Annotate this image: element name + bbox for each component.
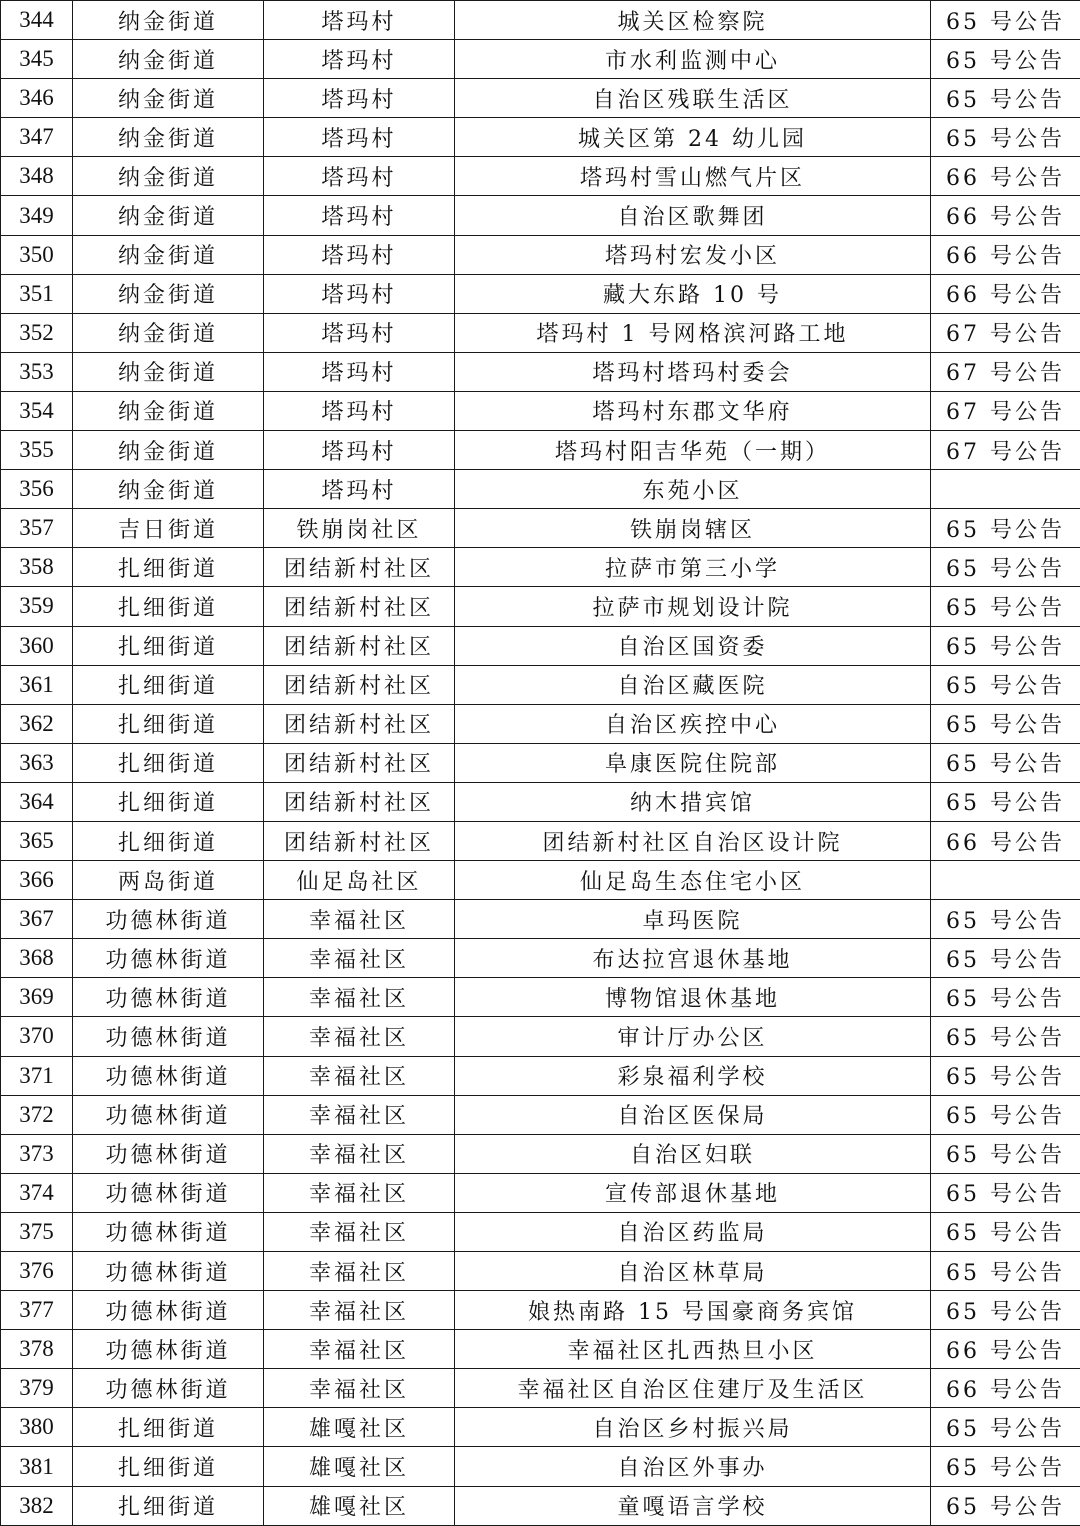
- street-cell: 纳金街道: [73, 79, 264, 118]
- community-cell: 团结新村社区: [264, 626, 455, 665]
- row-number-cell: 372: [1, 1095, 73, 1134]
- place-cell: 藏大东路 10 号: [455, 274, 931, 313]
- place-cell: 幸福社区扎西热旦小区: [455, 1330, 931, 1369]
- street-cell: 功德林街道: [73, 1173, 264, 1212]
- community-cell: 塔玛村: [264, 40, 455, 79]
- community-cell: 塔玛村: [264, 470, 455, 509]
- place-cell: 自治区妇联: [455, 1134, 931, 1173]
- notice-cell: [931, 470, 1080, 509]
- place-cell: 娘热南路 15 号国豪商务宾馆: [455, 1291, 931, 1330]
- row-number-cell: 350: [1, 235, 73, 274]
- row-number-cell: 357: [1, 509, 73, 548]
- community-cell: 幸福社区: [264, 1252, 455, 1291]
- row-number-cell: 355: [1, 431, 73, 470]
- table-row: [1, 157, 1080, 196]
- table-row: [1, 1369, 1080, 1408]
- street-cell: 功德林街道: [73, 1056, 264, 1095]
- street-cell: 纳金街道: [73, 352, 264, 391]
- row-number-cell: 367: [1, 900, 73, 939]
- place-cell: 自治区国资委: [455, 626, 931, 665]
- table-row: [1, 118, 1080, 157]
- community-cell: 塔玛村: [264, 118, 455, 157]
- notice-cell: 65 号公告: [931, 939, 1080, 978]
- table-row: [1, 900, 1080, 939]
- notice-cell: 66 号公告: [931, 1330, 1080, 1369]
- place-cell: 团结新村社区自治区设计院: [455, 821, 931, 860]
- street-cell: 功德林街道: [73, 1017, 264, 1056]
- notice-cell: 67 号公告: [931, 391, 1080, 430]
- row-number-cell: 362: [1, 704, 73, 743]
- row-number-cell: 365: [1, 821, 73, 860]
- community-cell: 雄嘎社区: [264, 1447, 455, 1486]
- table-row: [1, 274, 1080, 313]
- place-cell: 自治区外事办: [455, 1447, 931, 1486]
- table-row: [1, 470, 1080, 509]
- street-cell: 两岛街道: [73, 861, 264, 900]
- place-cell: 卓玛医院: [455, 900, 931, 939]
- table-row: [1, 978, 1080, 1017]
- street-cell: 功德林街道: [73, 1252, 264, 1291]
- row-number-cell: 364: [1, 782, 73, 821]
- table-row: [1, 587, 1080, 626]
- street-cell: 功德林街道: [73, 1134, 264, 1173]
- community-cell: 塔玛村: [264, 235, 455, 274]
- row-number-cell: 356: [1, 470, 73, 509]
- place-cell: 自治区疾控中心: [455, 704, 931, 743]
- community-cell: 幸福社区: [264, 900, 455, 939]
- row-number-cell: 351: [1, 274, 73, 313]
- place-cell: 塔玛村阳吉华苑（一期）: [455, 431, 931, 470]
- street-cell: 扎细街道: [73, 1447, 264, 1486]
- place-cell: 博物馆退休基地: [455, 978, 931, 1017]
- street-cell: 扎细街道: [73, 626, 264, 665]
- place-cell: 阜康医院住院部: [455, 743, 931, 782]
- notice-cell: 65 号公告: [931, 1017, 1080, 1056]
- community-cell: 幸福社区: [264, 978, 455, 1017]
- notice-cell: 67 号公告: [931, 352, 1080, 391]
- place-cell: 仙足岛生态住宅小区: [455, 861, 931, 900]
- notice-cell: 65 号公告: [931, 978, 1080, 1017]
- table-row: [1, 704, 1080, 743]
- street-cell: 扎细街道: [73, 548, 264, 587]
- street-cell: 扎细街道: [73, 1408, 264, 1447]
- notice-cell: 66 号公告: [931, 1369, 1080, 1408]
- table-row: [1, 352, 1080, 391]
- table-row: [1, 1134, 1080, 1173]
- community-cell: 幸福社区: [264, 1212, 455, 1251]
- notice-cell: 65 号公告: [931, 1212, 1080, 1251]
- street-cell: 功德林街道: [73, 1212, 264, 1251]
- table-row: [1, 235, 1080, 274]
- community-cell: 雄嘎社区: [264, 1486, 455, 1525]
- table-row: [1, 313, 1080, 352]
- table-row: [1, 1486, 1080, 1525]
- notice-cell: 65 号公告: [931, 782, 1080, 821]
- street-cell: 扎细街道: [73, 782, 264, 821]
- street-cell: 功德林街道: [73, 1330, 264, 1369]
- street-cell: 功德林街道: [73, 1095, 264, 1134]
- place-cell: 自治区藏医院: [455, 665, 931, 704]
- notice-cell: 65 号公告: [931, 40, 1080, 79]
- street-cell: 功德林街道: [73, 978, 264, 1017]
- row-number-cell: 348: [1, 157, 73, 196]
- table-row: [1, 391, 1080, 430]
- community-cell: 团结新村社区: [264, 665, 455, 704]
- notice-cell: 65 号公告: [931, 1252, 1080, 1291]
- row-number-cell: 370: [1, 1017, 73, 1056]
- place-cell: 城关区第 24 幼儿园: [455, 118, 931, 157]
- street-cell: 扎细街道: [73, 704, 264, 743]
- table-row: [1, 1056, 1080, 1095]
- row-number-cell: 366: [1, 861, 73, 900]
- street-cell: 纳金街道: [73, 391, 264, 430]
- place-cell: 铁崩岗辖区: [455, 509, 931, 548]
- place-cell: 纳木措宾馆: [455, 782, 931, 821]
- notice-cell: 67 号公告: [931, 431, 1080, 470]
- street-cell: 纳金街道: [73, 196, 264, 235]
- row-number-cell: 376: [1, 1252, 73, 1291]
- place-cell: 自治区医保局: [455, 1095, 931, 1134]
- table-body: [1, 1, 1080, 1526]
- notice-cell: 65 号公告: [931, 587, 1080, 626]
- row-number-cell: 359: [1, 587, 73, 626]
- community-cell: 团结新村社区: [264, 548, 455, 587]
- street-cell: 纳金街道: [73, 40, 264, 79]
- community-cell: 幸福社区: [264, 1291, 455, 1330]
- street-cell: 纳金街道: [73, 313, 264, 352]
- row-number-cell: 363: [1, 743, 73, 782]
- community-cell: 幸福社区: [264, 939, 455, 978]
- community-cell: 塔玛村: [264, 352, 455, 391]
- community-cell: 仙足岛社区: [264, 861, 455, 900]
- table-row: [1, 196, 1080, 235]
- place-cell: 自治区残联生活区: [455, 79, 931, 118]
- community-cell: 塔玛村: [264, 431, 455, 470]
- table-row: [1, 79, 1080, 118]
- place-cell: 市水利监测中心: [455, 40, 931, 79]
- place-cell: 东苑小区: [455, 470, 931, 509]
- table-row: [1, 861, 1080, 900]
- community-cell: 幸福社区: [264, 1095, 455, 1134]
- street-cell: 扎细街道: [73, 743, 264, 782]
- community-cell: 幸福社区: [264, 1056, 455, 1095]
- community-cell: 幸福社区: [264, 1369, 455, 1408]
- row-number-cell: 361: [1, 665, 73, 704]
- community-cell: 幸福社区: [264, 1017, 455, 1056]
- place-cell: 童嘎语言学校: [455, 1486, 931, 1525]
- place-cell: 拉萨市规划设计院: [455, 587, 931, 626]
- notice-cell: 65 号公告: [931, 1408, 1080, 1447]
- notice-cell: 66 号公告: [931, 235, 1080, 274]
- street-cell: 功德林街道: [73, 1291, 264, 1330]
- place-cell: 自治区歌舞团: [455, 196, 931, 235]
- table-row: [1, 939, 1080, 978]
- place-cell: 塔玛村塔玛村委会: [455, 352, 931, 391]
- place-cell: 自治区药监局: [455, 1212, 931, 1251]
- place-cell: 自治区林草局: [455, 1252, 931, 1291]
- row-number-cell: 380: [1, 1408, 73, 1447]
- table-row: [1, 1173, 1080, 1212]
- street-cell: 纳金街道: [73, 431, 264, 470]
- street-cell: 功德林街道: [73, 1369, 264, 1408]
- community-cell: 塔玛村: [264, 1, 455, 40]
- notice-cell: 65 号公告: [931, 1486, 1080, 1525]
- community-cell: 幸福社区: [264, 1134, 455, 1173]
- community-cell: 幸福社区: [264, 1330, 455, 1369]
- place-cell: 城关区检察院: [455, 1, 931, 40]
- street-cell: 纳金街道: [73, 235, 264, 274]
- notice-cell: 65 号公告: [931, 704, 1080, 743]
- row-number-cell: 373: [1, 1134, 73, 1173]
- notice-cell: 65 号公告: [931, 665, 1080, 704]
- notice-cell: 66 号公告: [931, 274, 1080, 313]
- community-cell: 团结新村社区: [264, 782, 455, 821]
- street-cell: 纳金街道: [73, 118, 264, 157]
- table-row: [1, 782, 1080, 821]
- table-row: [1, 821, 1080, 860]
- row-number-cell: 378: [1, 1330, 73, 1369]
- row-number-cell: 379: [1, 1369, 73, 1408]
- row-number-cell: 353: [1, 352, 73, 391]
- row-number-cell: 349: [1, 196, 73, 235]
- place-cell: 拉萨市第三小学: [455, 548, 931, 587]
- table-row: [1, 1017, 1080, 1056]
- place-cell: 塔玛村宏发小区: [455, 235, 931, 274]
- place-cell: 塔玛村 1 号网格滨河路工地: [455, 313, 931, 352]
- table-row: [1, 509, 1080, 548]
- community-cell: 铁崩岗社区: [264, 509, 455, 548]
- table-row: [1, 1212, 1080, 1251]
- street-cell: 功德林街道: [73, 900, 264, 939]
- row-number-cell: 369: [1, 978, 73, 1017]
- table-row: [1, 1447, 1080, 1486]
- notice-cell: 65 号公告: [931, 79, 1080, 118]
- place-cell: 自治区乡村振兴局: [455, 1408, 931, 1447]
- street-cell: 扎细街道: [73, 665, 264, 704]
- notice-cell: 65 号公告: [931, 509, 1080, 548]
- place-cell: 幸福社区自治区住建厅及生活区: [455, 1369, 931, 1408]
- table-row: [1, 665, 1080, 704]
- community-cell: 团结新村社区: [264, 704, 455, 743]
- table-row: [1, 743, 1080, 782]
- row-number-cell: 358: [1, 548, 73, 587]
- row-number-cell: 345: [1, 40, 73, 79]
- street-cell: 纳金街道: [73, 274, 264, 313]
- street-cell: 吉日街道: [73, 509, 264, 548]
- table-row: [1, 1330, 1080, 1369]
- table-row: [1, 40, 1080, 79]
- row-number-cell: 352: [1, 313, 73, 352]
- place-cell: 塔玛村东郡文华府: [455, 391, 931, 430]
- notice-cell: [931, 861, 1080, 900]
- row-number-cell: 382: [1, 1486, 73, 1525]
- row-number-cell: 371: [1, 1056, 73, 1095]
- community-cell: 塔玛村: [264, 391, 455, 430]
- table-row: [1, 1095, 1080, 1134]
- notice-cell: 65 号公告: [931, 1134, 1080, 1173]
- notice-cell: 65 号公告: [931, 1447, 1080, 1486]
- community-cell: 团结新村社区: [264, 743, 455, 782]
- community-cell: 团结新村社区: [264, 821, 455, 860]
- row-number-cell: 344: [1, 1, 73, 40]
- table-row: [1, 626, 1080, 665]
- place-cell: 彩泉福利学校: [455, 1056, 931, 1095]
- notice-cell: 65 号公告: [931, 1056, 1080, 1095]
- notice-cell: 65 号公告: [931, 743, 1080, 782]
- community-cell: 塔玛村: [264, 196, 455, 235]
- notice-cell: 65 号公告: [931, 1173, 1080, 1212]
- community-cell: 幸福社区: [264, 1173, 455, 1212]
- notice-cell: 66 号公告: [931, 157, 1080, 196]
- community-cell: 塔玛村: [264, 79, 455, 118]
- table-row: [1, 548, 1080, 587]
- row-number-cell: 354: [1, 391, 73, 430]
- street-cell: 扎细街道: [73, 1486, 264, 1525]
- row-number-cell: 360: [1, 626, 73, 665]
- row-number-cell: 346: [1, 79, 73, 118]
- notice-cell: 66 号公告: [931, 821, 1080, 860]
- place-cell: 宣传部退休基地: [455, 1173, 931, 1212]
- row-number-cell: 375: [1, 1212, 73, 1251]
- place-cell: 布达拉宫退休基地: [455, 939, 931, 978]
- street-cell: 纳金街道: [73, 470, 264, 509]
- row-number-cell: 347: [1, 118, 73, 157]
- notice-cell: 65 号公告: [931, 1, 1080, 40]
- table-row: [1, 1, 1080, 40]
- street-cell: 扎细街道: [73, 821, 264, 860]
- notice-cell: 65 号公告: [931, 1291, 1080, 1330]
- community-cell: 雄嘎社区: [264, 1408, 455, 1447]
- place-cell: 塔玛村雪山燃气片区: [455, 157, 931, 196]
- table-row: [1, 1291, 1080, 1330]
- notice-cell: 67 号公告: [931, 313, 1080, 352]
- community-cell: 塔玛村: [264, 157, 455, 196]
- notice-cell: 65 号公告: [931, 1095, 1080, 1134]
- community-cell: 塔玛村: [264, 274, 455, 313]
- table-row: [1, 1408, 1080, 1447]
- place-cell: 审计厅办公区: [455, 1017, 931, 1056]
- row-number-cell: 377: [1, 1291, 73, 1330]
- street-cell: 扎细街道: [73, 587, 264, 626]
- row-number-cell: 381: [1, 1447, 73, 1486]
- notice-cell: 65 号公告: [931, 548, 1080, 587]
- notice-cell: 65 号公告: [931, 626, 1080, 665]
- notice-cell: 65 号公告: [931, 118, 1080, 157]
- notice-cell: 65 号公告: [931, 900, 1080, 939]
- community-cell: 塔玛村: [264, 313, 455, 352]
- row-number-cell: 374: [1, 1173, 73, 1212]
- notice-cell: 66 号公告: [931, 196, 1080, 235]
- community-cell: 团结新村社区: [264, 587, 455, 626]
- street-cell: 纳金街道: [73, 157, 264, 196]
- street-cell: 纳金街道: [73, 1, 264, 40]
- table-row: [1, 1252, 1080, 1291]
- table-row: [1, 431, 1080, 470]
- street-cell: 功德林街道: [73, 939, 264, 978]
- row-number-cell: 368: [1, 939, 73, 978]
